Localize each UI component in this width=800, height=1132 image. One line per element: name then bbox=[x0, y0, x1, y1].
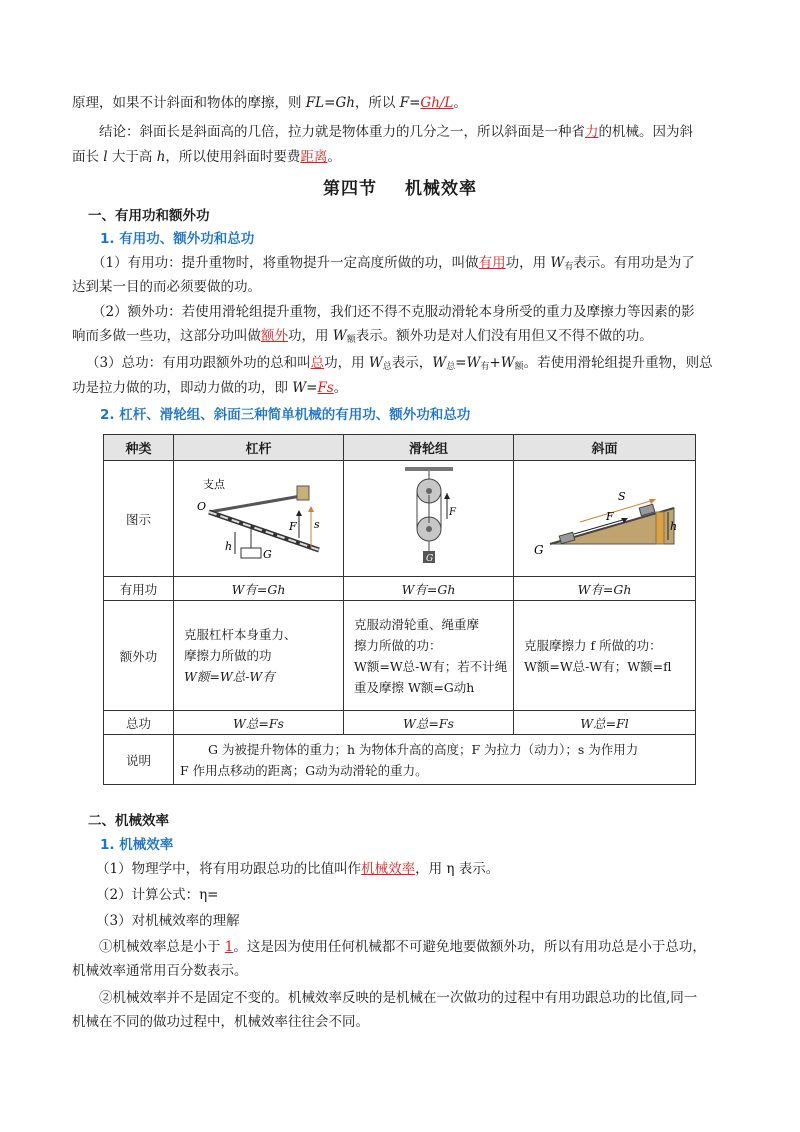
text: 。若使用滑轮组提升重物，则总 bbox=[523, 355, 713, 371]
part2-p3: （3）对机械效率的理解 bbox=[96, 913, 240, 929]
s-label: s bbox=[313, 517, 320, 531]
part1-p3-line2 bbox=[72, 377, 732, 399]
lever-extra bbox=[174, 601, 344, 711]
f-label: F bbox=[605, 509, 614, 523]
intro-line-2 bbox=[72, 121, 732, 143]
table-row-useful bbox=[104, 577, 696, 601]
incline-extra bbox=[514, 601, 696, 711]
text: ①机械效率总是小于 bbox=[99, 939, 225, 955]
formula: W= bbox=[292, 380, 318, 396]
row-label-figure: 图示 bbox=[104, 461, 174, 577]
intro-line-3 bbox=[72, 146, 732, 168]
text: F 作用点移动的距离；G动为动滑轮的重力。 bbox=[180, 762, 428, 778]
row-label-extra: 额外功 bbox=[104, 601, 174, 711]
text: 功，用 bbox=[505, 255, 551, 271]
header-lever: 杠杆 bbox=[174, 435, 344, 461]
part2-p5: ②机械效率并不是固定不变的。机械效率反映的是机械在一次做功的过程中有用功跟总功的比值,同一 bbox=[99, 990, 698, 1006]
pulley-total: W总=Fs bbox=[344, 711, 514, 735]
table-row-total bbox=[104, 711, 696, 735]
incline-total: W总=Fl bbox=[514, 711, 696, 735]
f-label: F bbox=[448, 506, 456, 518]
answer-blank: 1 bbox=[224, 939, 234, 955]
answer-blank: 额外 bbox=[261, 328, 288, 344]
text: 擦力所做的功： bbox=[354, 637, 442, 653]
section-name: 机械效率 bbox=[405, 179, 477, 199]
var: W bbox=[550, 255, 565, 271]
text: G 为被提升物体的重力；h 为物体升高的高度；F 为拉力（动力）；s 为作用力 bbox=[208, 741, 639, 757]
var: l bbox=[103, 149, 108, 165]
part1-sub1: 1. 有用功、额外功和总功 bbox=[100, 231, 255, 247]
pulley-diagram bbox=[399, 467, 459, 571]
header-kind: 种类 bbox=[104, 435, 174, 461]
var: W bbox=[332, 328, 347, 344]
fulcrum-label: 支点 bbox=[202, 477, 225, 491]
part1-p2: （2）额外功：若使用滑轮组提升重物，我们还不得不克服动滑轮本身所受的重力及摩擦力等因素的影 bbox=[92, 304, 695, 320]
part1-p3: （3）总功：有用功跟额外功的总和叫总功，用 $W_总$表示，$W_总=W_有+W_额$。若使用滑轮组提升重物，则总 bbox=[86, 355, 713, 372]
part1-sub2: 2. 杠杆、滑轮组、斜面三种简单机械的有用功、额外功和总功 bbox=[100, 407, 471, 423]
part1-p1-line2: 达到某一目的而必须要做的功。 bbox=[72, 279, 261, 295]
h-label: h bbox=[224, 539, 232, 553]
part1-heading: 一、有用功和额外功 bbox=[88, 208, 210, 224]
text: 的机械。因为斜 bbox=[598, 124, 693, 140]
header-incline: 斜面 bbox=[514, 435, 696, 461]
answer-blank: 有用 bbox=[478, 255, 506, 271]
part2-p2: （2）计算公式：η= bbox=[96, 887, 219, 903]
formula: W额=W总-W有 bbox=[184, 669, 275, 684]
text: 原理，如果不计斜面和物体的摩擦，则 bbox=[72, 95, 306, 111]
pulley-figure-cell bbox=[344, 461, 514, 577]
answer-blank: 机械效率 bbox=[361, 861, 416, 877]
section-number: 第四节 bbox=[323, 179, 377, 199]
lever-diagram bbox=[195, 472, 323, 566]
machine-table bbox=[103, 434, 696, 785]
table-row-note bbox=[104, 735, 696, 785]
incline-diagram bbox=[530, 478, 680, 560]
text: （3）总功：有用功跟额外功的总和叫 bbox=[86, 355, 311, 371]
row-label-note: 说明 bbox=[104, 735, 174, 785]
row-label-useful: 有用功 bbox=[104, 577, 174, 601]
text: 克服动滑轮重、绳重摩 bbox=[354, 616, 480, 632]
text: 面长 bbox=[72, 149, 104, 165]
text: 克服杠杆本身重力、 bbox=[184, 627, 297, 642]
subscript: 总 bbox=[382, 362, 392, 372]
answer-blank: Gh/L bbox=[420, 95, 454, 111]
answer-blank: 总 bbox=[310, 355, 325, 371]
text: 。 bbox=[453, 95, 467, 111]
part1-p1 bbox=[92, 252, 752, 278]
lever-useful: W有=Gh bbox=[174, 577, 344, 601]
part2-p5-line2: 机械在不同的做功过程中，机械效率往往会不同。 bbox=[72, 1014, 369, 1030]
g-label: G bbox=[533, 542, 544, 557]
s-label: S bbox=[617, 489, 626, 503]
text: 。 bbox=[333, 380, 348, 396]
table-row-figure bbox=[104, 461, 696, 577]
part2-heading: 二、机械效率 bbox=[88, 813, 169, 829]
pulley-useful: W有=Gh bbox=[344, 577, 514, 601]
note-cell bbox=[174, 735, 696, 785]
var: h bbox=[156, 149, 166, 165]
text: 响而多做一些功，这部分功叫做 bbox=[72, 328, 261, 344]
lever-total: W总=Fs bbox=[174, 711, 344, 735]
text: ，所以使用斜面时要费 bbox=[165, 149, 301, 165]
o-label: O bbox=[196, 499, 206, 513]
pulley-extra bbox=[344, 601, 514, 711]
part2-p4-line2: 机械效率通常用百分数表示。 bbox=[72, 963, 248, 979]
table-header-row bbox=[104, 435, 696, 461]
part1-p2-line2 bbox=[72, 325, 732, 351]
text: 大于高 bbox=[107, 149, 157, 165]
intro-line-1 bbox=[72, 92, 732, 114]
text: 表示。额外功是对人们没有用但又不得不做的功。 bbox=[355, 328, 653, 344]
text: 克服摩擦力 f 所做的功： bbox=[524, 637, 662, 653]
incline-useful: W有=Gh bbox=[514, 577, 696, 601]
answer-blank: 力 bbox=[585, 124, 599, 140]
text: （1）物理学中，将有用功跟总功的比值叫作 bbox=[96, 861, 362, 877]
formula: 重及摩擦 W额=G动h bbox=[354, 679, 475, 695]
subscript: 有 bbox=[564, 262, 574, 272]
header-pulley: 滑轮组 bbox=[344, 435, 514, 461]
part2-sub1: 1. 机械效率 bbox=[100, 837, 174, 853]
formula: FL=Gh bbox=[305, 95, 355, 111]
answer-blank: 距离 bbox=[300, 149, 328, 165]
g-label: G bbox=[262, 547, 272, 561]
answer-blank: Fs bbox=[317, 380, 334, 396]
f-label: F bbox=[288, 519, 297, 533]
text: 功，用 bbox=[288, 328, 333, 344]
lever-figure-cell bbox=[174, 461, 344, 577]
h-label: h bbox=[669, 519, 677, 533]
text: （1）有用功：提升重物时，将重物提升一定高度所做的功，叫做 bbox=[92, 255, 479, 271]
text: 。这是因为使用任何机械都不可避免地要做额外功，所以有用功总是小于总功， bbox=[233, 939, 706, 955]
g-label: G bbox=[425, 553, 433, 564]
row-label-total: 总功 bbox=[104, 711, 174, 735]
formula: W额=W总-W有；若不计绳 bbox=[354, 658, 508, 674]
part2-p4 bbox=[72, 936, 732, 958]
text: ，用 η 表示。 bbox=[415, 861, 500, 877]
part2-p1 bbox=[96, 858, 756, 880]
subscript: 额 bbox=[346, 335, 356, 345]
section-title bbox=[0, 174, 800, 199]
formula: F= bbox=[399, 95, 421, 111]
incline-figure-cell bbox=[514, 461, 696, 577]
text: 表示。有用功是为了 bbox=[573, 255, 695, 271]
text: 。 bbox=[327, 149, 341, 165]
text: ，所以 bbox=[354, 95, 400, 111]
text: 表示， bbox=[391, 355, 433, 371]
text: 摩擦力所做的功 bbox=[184, 648, 272, 663]
text: 功，用 bbox=[324, 355, 369, 371]
table-row-extra bbox=[104, 601, 696, 711]
formula: W额=W总-W有；W额=fl bbox=[524, 658, 672, 674]
text: 结论：斜面长是斜面高的几倍，拉力就是物体重力的几分之一，所以斜面是一种省 bbox=[99, 124, 585, 140]
text: 功是拉力做的功，即动力做的功，即 bbox=[72, 380, 293, 396]
